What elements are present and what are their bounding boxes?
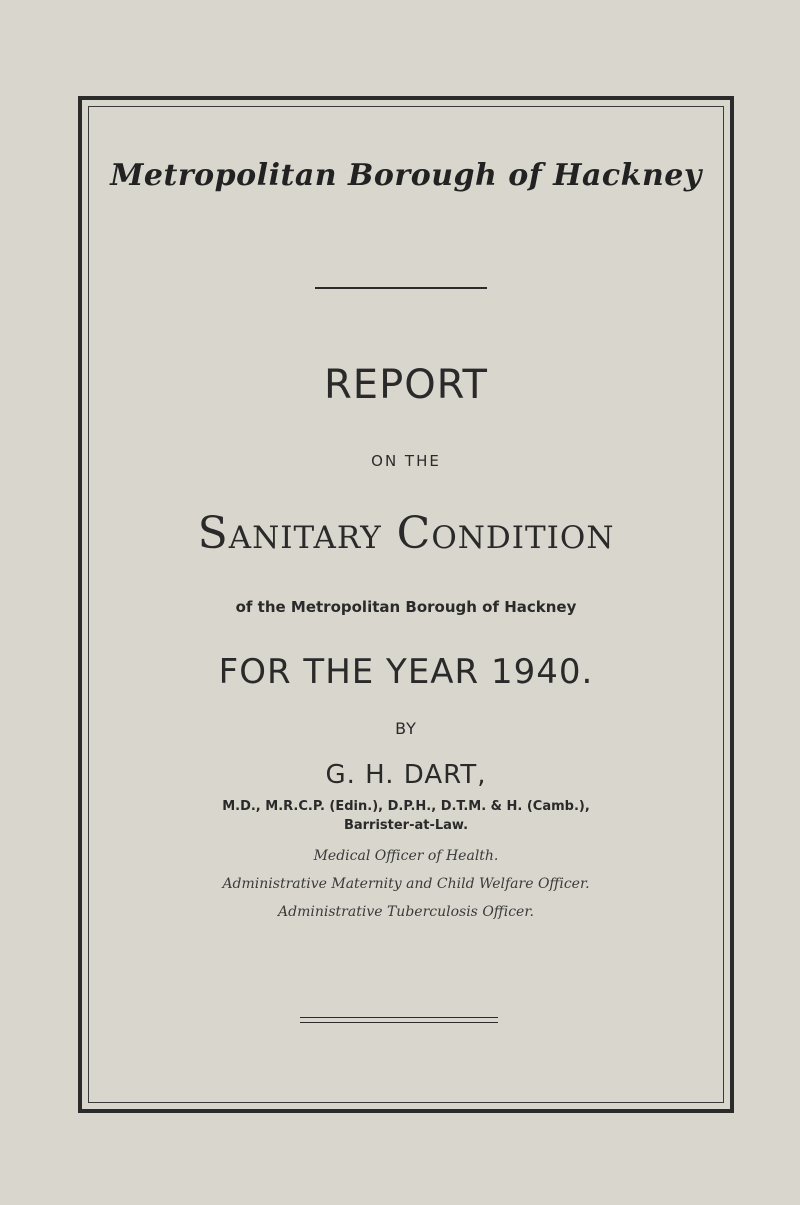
author-barrister: Barrister-at-Law. <box>343 818 469 833</box>
report-heading: REPORT <box>324 362 488 408</box>
bottom-divider <box>300 1022 498 1023</box>
borough-title: Metropolitan Borough of Hackney <box>110 158 702 193</box>
author-qualifications: M.D., M.R.C.P. (Edin.), D.P.H., D.T.M. & H. (Camb.), <box>222 799 590 814</box>
author-name: G. H. DART, <box>325 760 487 790</box>
author-post: Administrative Tuberculosis Officer. <box>278 904 534 920</box>
report-year: FOR THE YEAR 1940. <box>218 652 594 692</box>
title-divider <box>315 287 487 289</box>
bottom-divider <box>300 1017 498 1018</box>
report-subject: Sanitary Condition <box>197 508 615 559</box>
on-the-text: ON THE <box>371 452 441 470</box>
author-post: Administrative Maternity and Child Welfare Officer. <box>222 876 590 892</box>
by-text: BY <box>395 719 417 738</box>
author-post: Medical Officer of Health. <box>313 848 499 864</box>
borough-subtitle: of the Metropolitan Borough of Hackney <box>235 598 577 616</box>
